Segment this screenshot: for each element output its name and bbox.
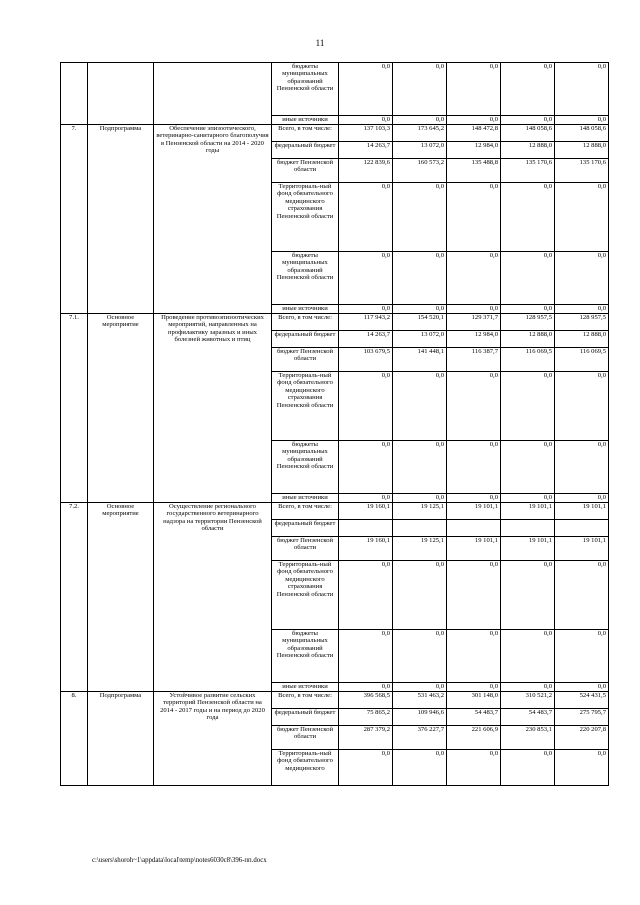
funding-source-cell: бюджеты муниципальных образований Пензенской области: [272, 630, 339, 683]
value-cell: 0,0: [555, 561, 609, 630]
value-cell: 0,0: [555, 305, 609, 314]
value-cell: 19 125,1: [393, 537, 447, 561]
funding-source-cell: иные источники: [272, 116, 339, 125]
value-cell: [393, 520, 447, 537]
value-cell: 116 069,5: [501, 348, 555, 372]
value-cell: 0,0: [393, 494, 447, 503]
value-cell: 0,0: [339, 630, 393, 683]
value-cell: 230 853,1: [501, 726, 555, 750]
value-cell: 0,0: [447, 630, 501, 683]
table-row: [61, 125, 609, 142]
value-cell: 0,0: [393, 561, 447, 630]
value-cell: 0,0: [447, 372, 501, 441]
funding-source-cell: иные источники: [272, 683, 339, 692]
value-cell: 0,0: [501, 494, 555, 503]
row-name-cell: [154, 63, 272, 125]
value-cell: 148 058,6: [555, 125, 609, 142]
row-name-cell: Осуществление регионального государственного ветеринарного надзора на территории Пензенской области: [154, 503, 272, 692]
value-cell: 122 839,6: [339, 159, 393, 183]
value-cell: 0,0: [555, 494, 609, 503]
funding-source-cell: Территориаль-ный фонд обязательного медицинского страхования Пензенской области: [272, 561, 339, 630]
row-number-cell: 7.: [61, 125, 88, 314]
funding-source-cell: Территориаль-ный фонд обязательного медицинского страхования Пензенской области: [272, 372, 339, 441]
file-path-footer: c:\users\shoroh~1\appdata\local\temp\notes6030c8\396-пп.docx: [92, 857, 267, 864]
value-cell: 19 125,1: [393, 503, 447, 520]
value-cell: 160 573,2: [393, 159, 447, 183]
value-cell: 275 795,7: [555, 709, 609, 726]
value-cell: 135 170,6: [501, 159, 555, 183]
value-cell: 54 483,7: [447, 709, 501, 726]
funding-source-cell: бюджет Пензенской области: [272, 726, 339, 750]
value-cell: 0,0: [393, 63, 447, 116]
value-cell: 0,0: [393, 252, 447, 305]
value-cell: 14 263,7: [339, 331, 393, 348]
value-cell: 0,0: [339, 441, 393, 494]
value-cell: 129 371,7: [447, 314, 501, 331]
value-cell: 0,0: [393, 183, 447, 252]
row-type-cell: Подпрограмма: [88, 692, 154, 786]
value-cell: 220 207,8: [555, 726, 609, 750]
value-cell: 0,0: [501, 305, 555, 314]
value-cell: 12 888,0: [555, 331, 609, 348]
value-cell: 14 263,7: [339, 142, 393, 159]
value-cell: 135 488,8: [447, 159, 501, 183]
row-name-cell: Обеспечение эпизоотического, ветеринарно-санитарного благополучия в Пензенской области на 2014 - 2020 годы: [154, 125, 272, 314]
value-cell: 0,0: [339, 252, 393, 305]
value-cell: 0,0: [339, 305, 393, 314]
value-cell: 0,0: [447, 252, 501, 305]
funding-source-cell: бюджеты муниципальных образований Пензенской области: [272, 63, 339, 116]
value-cell: 0,0: [447, 561, 501, 630]
budget-table: [60, 62, 609, 786]
row-name-cell: Проведение противоэпизоотических мероприятий, направленных на профилактику заразных и иных болезней животных и птиц: [154, 314, 272, 503]
funding-source-cell: бюджеты муниципальных образований Пензенской области: [272, 441, 339, 494]
value-cell: 12 984,0: [447, 142, 501, 159]
row-type-cell: Основное мероприятие: [88, 314, 154, 503]
value-cell: 75 865,2: [339, 709, 393, 726]
value-cell: 0,0: [339, 183, 393, 252]
funding-source-cell: федеральный бюджет: [272, 331, 339, 348]
value-cell: 0,0: [339, 683, 393, 692]
value-cell: 19 101,1: [447, 537, 501, 561]
value-cell: 141 448,1: [393, 348, 447, 372]
value-cell: 0,0: [447, 305, 501, 314]
value-cell: 0,0: [339, 116, 393, 125]
value-cell: 12 888,0: [555, 142, 609, 159]
value-cell: 0,0: [501, 63, 555, 116]
value-cell: 0,0: [393, 116, 447, 125]
value-cell: 12 984,0: [447, 331, 501, 348]
value-cell: 0,0: [393, 305, 447, 314]
funding-source-cell: бюджеты муниципальных образований Пензенской области: [272, 252, 339, 305]
value-cell: 396 568,5: [339, 692, 393, 709]
value-cell: 0,0: [447, 116, 501, 125]
value-cell: 117 943,2: [339, 314, 393, 331]
value-cell: 0,0: [447, 183, 501, 252]
value-cell: [555, 520, 609, 537]
row-name-cell: Устойчивое развитие сельских территорий Пензенской области на 2014 - 2017 годы и на период до 2020 года: [154, 692, 272, 786]
row-type-cell: [88, 63, 154, 125]
value-cell: 0,0: [501, 630, 555, 683]
value-cell: 0,0: [555, 630, 609, 683]
value-cell: 19 101,1: [501, 537, 555, 561]
value-cell: 0,0: [447, 441, 501, 494]
row-number-cell: 8.: [61, 692, 88, 786]
value-cell: 148 058,6: [501, 125, 555, 142]
value-cell: 0,0: [447, 683, 501, 692]
value-cell: 301 148,0: [447, 692, 501, 709]
funding-source-cell: бюджет Пензенской области: [272, 159, 339, 183]
value-cell: 287 379,2: [339, 726, 393, 750]
value-cell: [339, 520, 393, 537]
value-cell: 54 483,7: [501, 709, 555, 726]
funding-source-cell: федеральный бюджет: [272, 142, 339, 159]
value-cell: 0,0: [339, 750, 393, 786]
value-cell: 13 072,0: [393, 331, 447, 348]
funding-source-cell: Всего, в том числе:: [272, 125, 339, 142]
value-cell: 531 463,2: [393, 692, 447, 709]
funding-source-cell: Всего, в том числе:: [272, 503, 339, 520]
row-number-cell: [61, 63, 88, 125]
value-cell: 12 888,0: [501, 142, 555, 159]
funding-source-cell: иные источники: [272, 494, 339, 503]
row-type-cell: Подпрограмма: [88, 125, 154, 314]
value-cell: 0,0: [501, 252, 555, 305]
value-cell: 0,0: [339, 372, 393, 441]
value-cell: [501, 520, 555, 537]
value-cell: 0,0: [501, 183, 555, 252]
funding-source-cell: иные источники: [272, 305, 339, 314]
value-cell: 0,0: [447, 750, 501, 786]
funding-source-cell: бюджет Пензенской области: [272, 537, 339, 561]
value-cell: 0,0: [555, 441, 609, 494]
value-cell: 0,0: [447, 63, 501, 116]
value-cell: 0,0: [501, 683, 555, 692]
value-cell: 0,0: [501, 441, 555, 494]
value-cell: 0,0: [555, 252, 609, 305]
table-row: [61, 314, 609, 331]
value-cell: 19 101,1: [501, 503, 555, 520]
value-cell: 19 101,1: [447, 503, 501, 520]
value-cell: 0,0: [555, 683, 609, 692]
value-cell: 12 888,0: [501, 331, 555, 348]
value-cell: 148 472,8: [447, 125, 501, 142]
value-cell: 103 679,5: [339, 348, 393, 372]
value-cell: 173 645,2: [393, 125, 447, 142]
funding-source-cell: Всего, в том числе:: [272, 314, 339, 331]
value-cell: 128 957,5: [555, 314, 609, 331]
value-cell: 0,0: [501, 561, 555, 630]
table-row: [61, 503, 609, 520]
row-type-cell: Основное мероприятие: [88, 503, 154, 692]
value-cell: 0,0: [555, 372, 609, 441]
value-cell: 524 431,5: [555, 692, 609, 709]
value-cell: 19 101,1: [555, 537, 609, 561]
value-cell: 221 606,9: [447, 726, 501, 750]
funding-source-cell: федеральный бюджет: [272, 520, 339, 537]
row-number-cell: 7.2.: [61, 503, 88, 692]
value-cell: [447, 520, 501, 537]
value-cell: 310 521,2: [501, 692, 555, 709]
funding-source-cell: Всего, в том числе:: [272, 692, 339, 709]
row-number-cell: 7.1.: [61, 314, 88, 503]
value-cell: 0,0: [393, 750, 447, 786]
value-cell: 0,0: [393, 372, 447, 441]
funding-source-cell: Территориаль-ный фонд обязательного медицинского: [272, 750, 339, 786]
funding-source-cell: бюджет Пензенской области: [272, 348, 339, 372]
value-cell: 128 957,5: [501, 314, 555, 331]
value-cell: 116 069,5: [555, 348, 609, 372]
value-cell: 135 170,6: [555, 159, 609, 183]
value-cell: 0,0: [555, 183, 609, 252]
value-cell: 0,0: [501, 750, 555, 786]
page-number: 11: [315, 38, 325, 48]
table-row: [61, 692, 609, 709]
value-cell: 0,0: [339, 561, 393, 630]
value-cell: 0,0: [393, 630, 447, 683]
value-cell: 0,0: [501, 116, 555, 125]
funding-source-cell: Территориаль-ный фонд обязательного медицинского страхования Пензенской области: [272, 183, 339, 252]
value-cell: 0,0: [393, 683, 447, 692]
value-cell: 19 160,1: [339, 503, 393, 520]
value-cell: 376 227,7: [393, 726, 447, 750]
value-cell: 0,0: [339, 63, 393, 116]
value-cell: 154 520,1: [393, 314, 447, 331]
table-row: [61, 63, 609, 116]
value-cell: 19 160,1: [339, 537, 393, 561]
value-cell: 137 103,3: [339, 125, 393, 142]
value-cell: 0,0: [555, 116, 609, 125]
value-cell: 0,0: [555, 750, 609, 786]
value-cell: 116 387,7: [447, 348, 501, 372]
value-cell: 19 101,1: [555, 503, 609, 520]
value-cell: 0,0: [555, 63, 609, 116]
value-cell: 109 946,6: [393, 709, 447, 726]
value-cell: 0,0: [501, 372, 555, 441]
value-cell: 0,0: [339, 494, 393, 503]
funding-source-cell: федеральный бюджет: [272, 709, 339, 726]
value-cell: 0,0: [393, 441, 447, 494]
value-cell: 13 072,0: [393, 142, 447, 159]
value-cell: 0,0: [447, 494, 501, 503]
